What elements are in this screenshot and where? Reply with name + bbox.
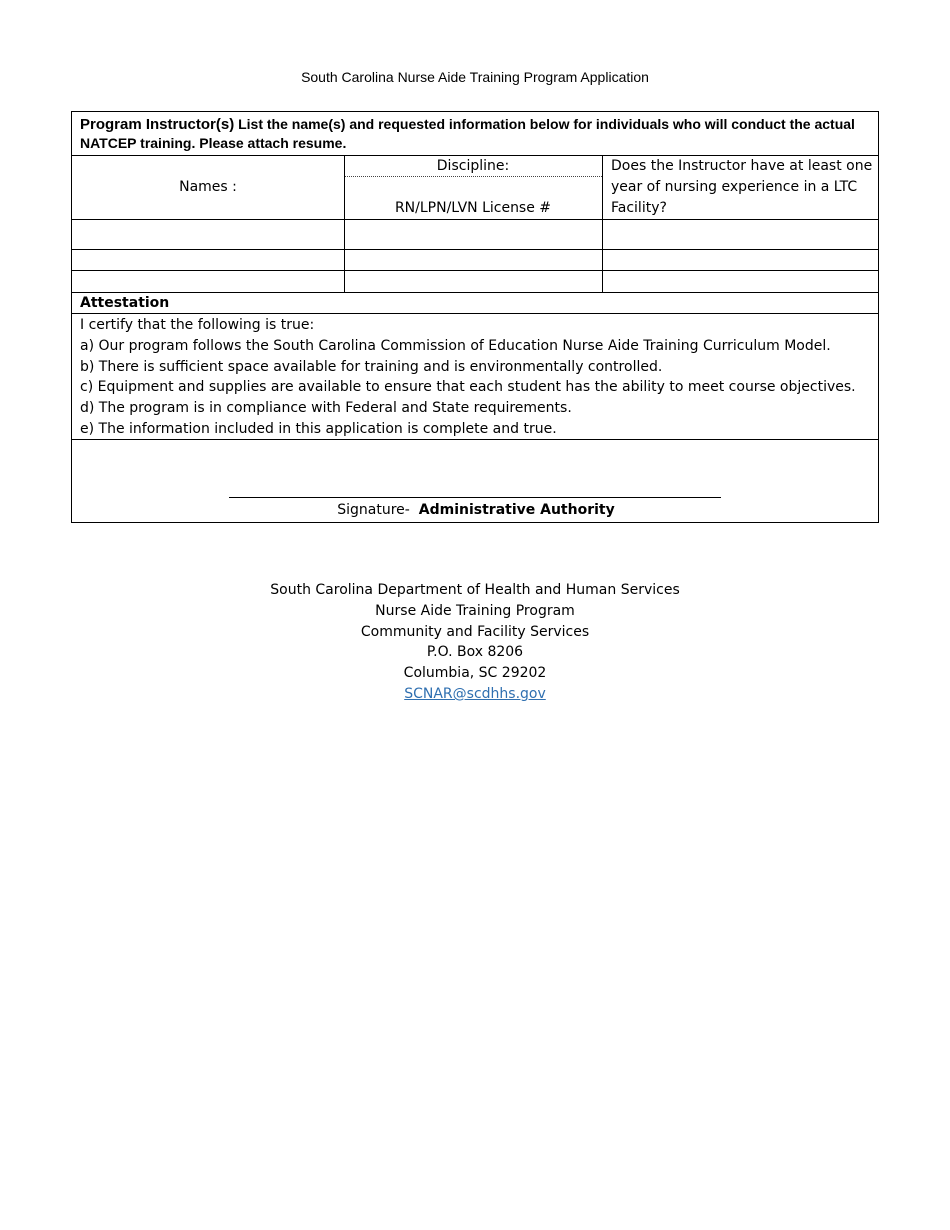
signature-prefix: Signature- <box>337 502 419 518</box>
address-organization: South Carolina Department of Health and Human Services <box>270 582 680 598</box>
instructor-instructions <box>80 115 870 152</box>
address-po-box: P.O. Box 8206 <box>426 644 524 661</box>
instructor-name-field[interactable] <box>73 250 343 269</box>
instructor-license-field[interactable] <box>345 220 601 248</box>
names-column-header: Names : <box>179 179 237 195</box>
signature-role: Administrative Authority <box>418 502 615 518</box>
instructor-license-field[interactable] <box>345 250 601 269</box>
divider <box>72 292 878 293</box>
instructor-license-field[interactable] <box>345 271 601 291</box>
attestation-item: b) There is sufficient space available for training and is environmentally controlled. <box>80 358 663 375</box>
attestation-item: a) Our program follows the South Carolina Commission of Education Nurse Aide Training Curriculum Model. <box>80 337 831 354</box>
page-title: South Carolina Nurse Aide Training Program Application <box>301 69 649 85</box>
address-division: Community and Facility Services <box>360 623 590 640</box>
divider <box>72 313 878 314</box>
mailing-address <box>0 580 950 705</box>
signature-label <box>72 502 880 518</box>
instructor-section-instructions: List the name(s) and requested information below for individuals who will conduct the actual NATCEP training. Please attach resume. <box>80 116 855 151</box>
instructor-experience-field[interactable] <box>603 220 877 248</box>
discipline-column-header: Discipline: <box>436 158 510 174</box>
attestation-item: c) Equipment and supplies are available to ensure that each student has the ability to meet course objectives. <box>80 379 856 396</box>
address-program: Nurse Aide Training Program <box>375 602 575 619</box>
signature-line[interactable] <box>229 497 721 498</box>
address-city: Columbia, SC 29202 <box>403 665 547 682</box>
application-form <box>71 111 879 523</box>
instructor-section-title: Program Instructor(s) <box>80 116 235 133</box>
license-column-header: RN/LPN/LVN License # <box>394 200 552 216</box>
experience-column-header: Does the Instructor have at least one year of nursing experience in a LTC Facility? <box>611 158 873 216</box>
instructor-experience-field[interactable] <box>603 271 877 291</box>
attestation-item: d) The program is in compliance with Federal and State requirements. <box>80 400 572 417</box>
instructor-experience-field[interactable] <box>603 250 877 269</box>
attestation-title: Attestation <box>80 295 170 311</box>
attestation-list <box>80 315 875 440</box>
instructor-name-field[interactable] <box>73 220 343 248</box>
instructor-name-field[interactable] <box>73 271 343 291</box>
attestation-item: I certify that the following is true: <box>80 317 315 333</box>
attestation-item: e) The information included in this application is complete and true. <box>80 420 557 437</box>
email-link[interactable]: SCNAR@scdhhs.gov <box>404 685 546 702</box>
